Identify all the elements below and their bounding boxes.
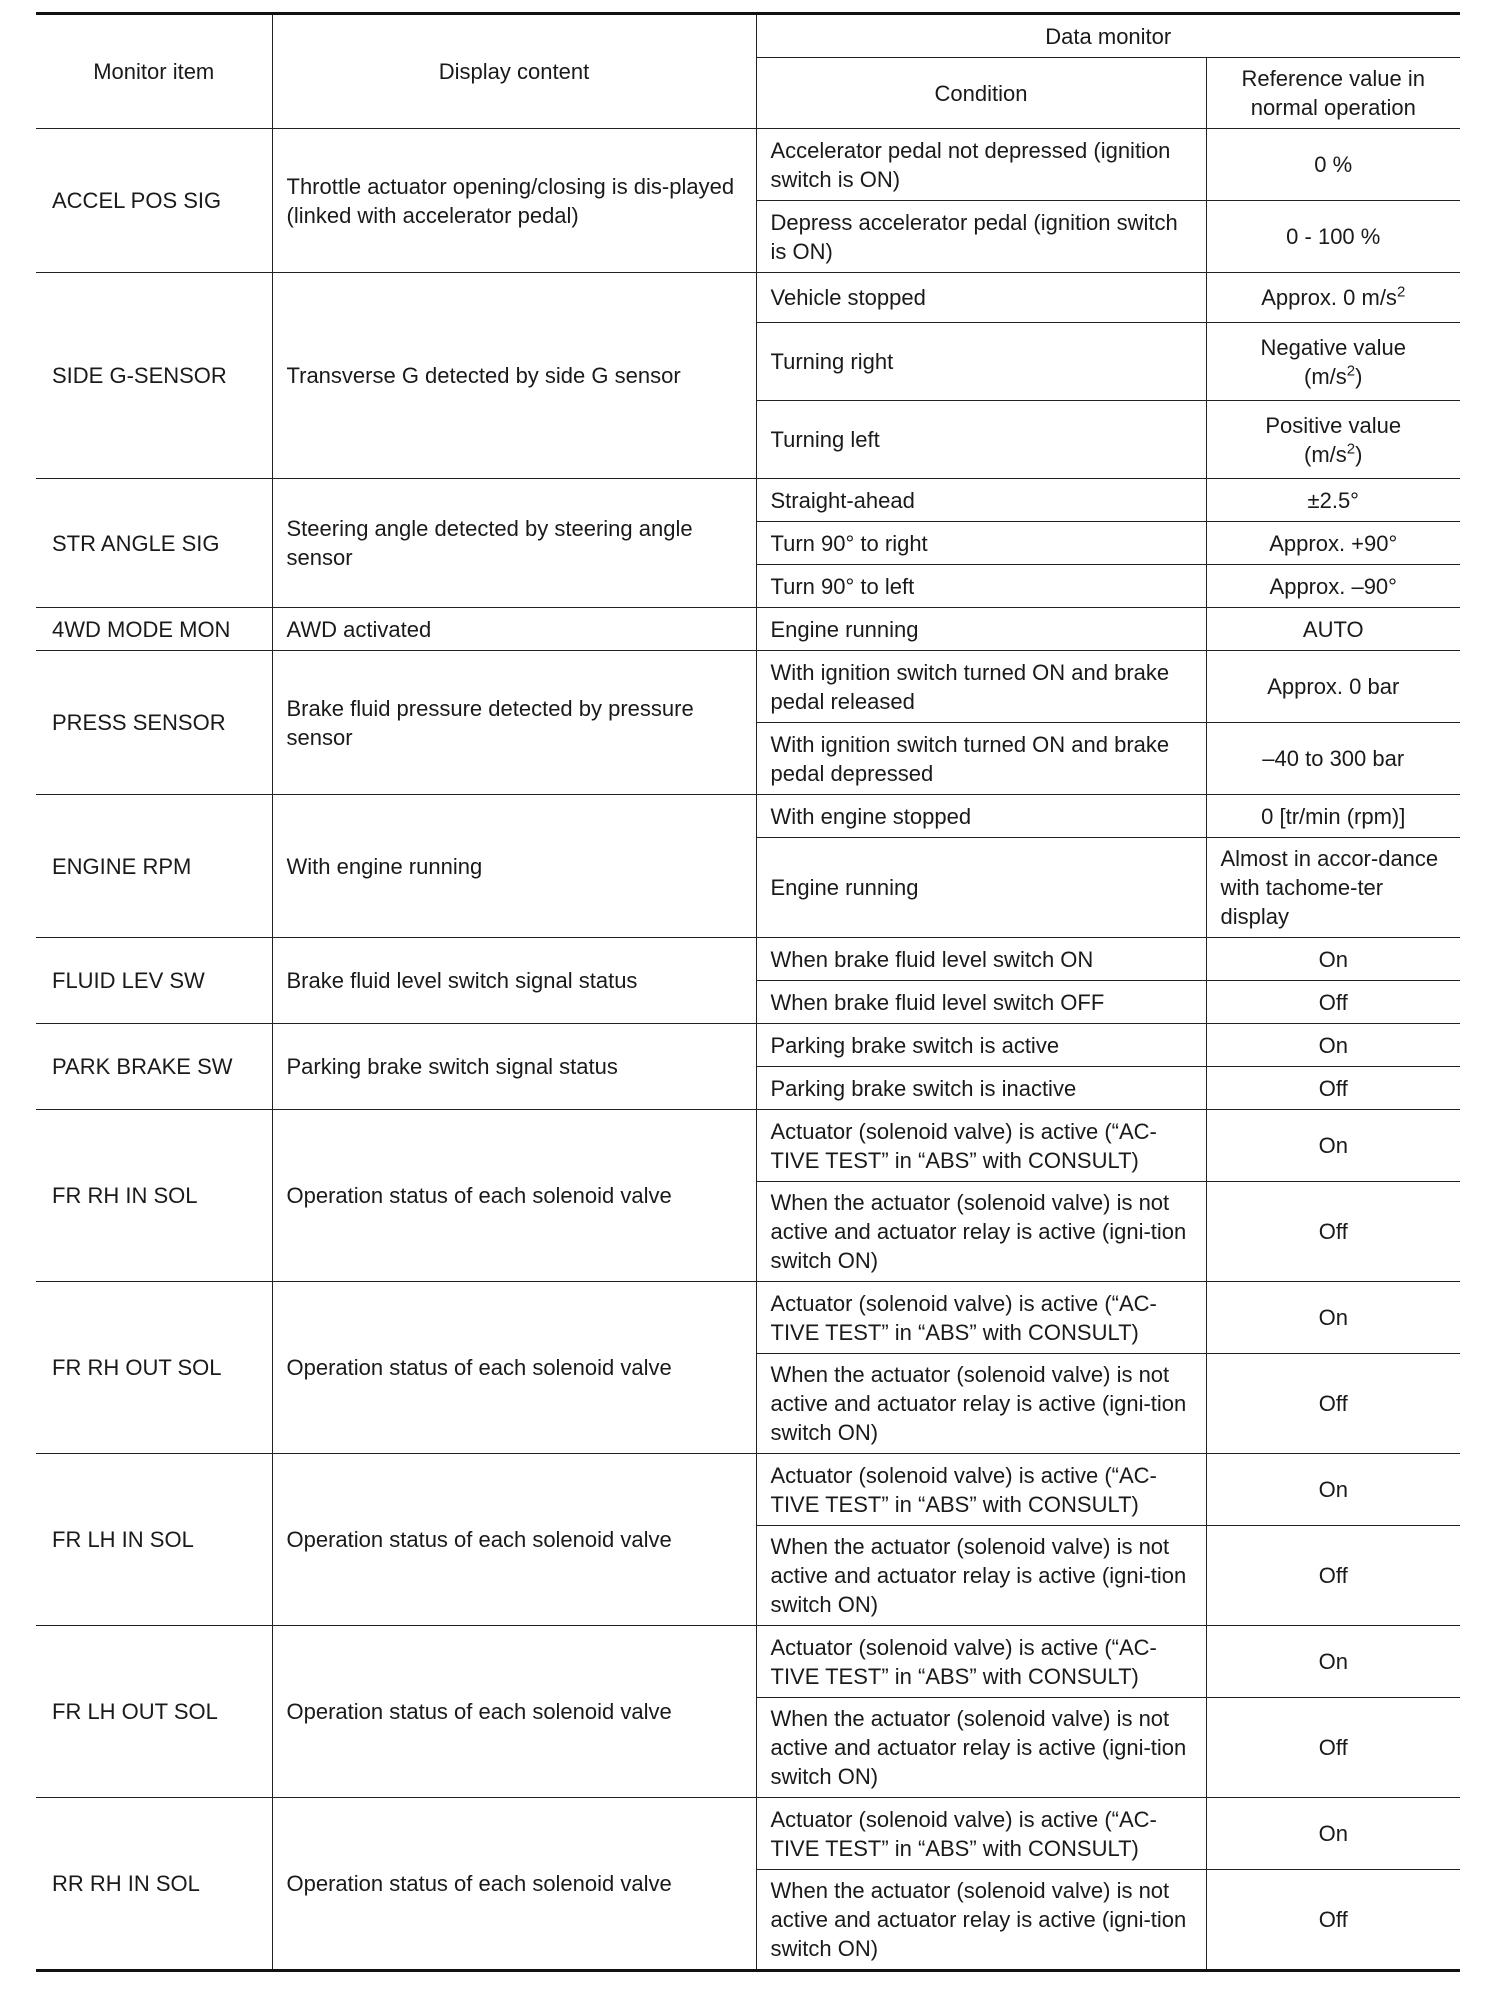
header-monitor-item: Monitor item	[36, 14, 272, 129]
condition-cell: Actuator (solenoid valve) is active (“AC-TIVE TEST” in “ABS” with CONSULT)	[756, 1282, 1206, 1354]
header-data-monitor: Data monitor	[756, 14, 1460, 58]
condition-cell: Straight-ahead	[756, 479, 1206, 522]
monitor-item: ENGINE RPM	[36, 795, 272, 938]
reference-value-cell: Off	[1206, 1698, 1460, 1798]
monitor-item: FR RH IN SOL	[36, 1110, 272, 1282]
condition-cell: With ignition switch turned ON and brake pedal depressed	[756, 723, 1206, 795]
monitor-item: PRESS SENSOR	[36, 651, 272, 795]
reference-value-cell: Approx. +90°	[1206, 522, 1460, 565]
condition-cell: When brake fluid level switch OFF	[756, 981, 1206, 1024]
table-row	[36, 1454, 1460, 1526]
display-content: Operation status of each solenoid valve	[272, 1798, 756, 1971]
condition-cell: Depress accelerator pedal (ignition switch is ON)	[756, 201, 1206, 273]
reference-value-cell: On	[1206, 1798, 1460, 1870]
display-content: Operation status of each solenoid valve	[272, 1626, 756, 1798]
condition-cell: When the actuator (solenoid valve) is not active and actuator relay is active (igni-tion switch ON)	[756, 1698, 1206, 1798]
reference-value-cell: AUTO	[1206, 608, 1460, 651]
condition-cell: Turning left	[756, 401, 1206, 479]
superscript: 2	[1346, 362, 1356, 380]
value-unit: (m/s	[1304, 363, 1347, 389]
reference-value-cell: 0 [tr/min (rpm)]	[1206, 795, 1460, 838]
reference-value-cell: Approx. 0 bar	[1206, 651, 1460, 723]
reference-value-cell: 0 - 100 %	[1206, 201, 1460, 273]
condition-cell: When the actuator (solenoid valve) is not active and actuator relay is active (igni-tion switch ON)	[756, 1870, 1206, 1971]
monitor-item: FLUID LEV SW	[36, 938, 272, 1024]
monitor-item: SIDE G-SENSOR	[36, 273, 272, 479]
reference-value-cell: Off	[1206, 1354, 1460, 1454]
condition-cell: When the actuator (solenoid valve) is not active and actuator relay is active (igni-tion switch ON)	[756, 1526, 1206, 1626]
value-unit-close: )	[1355, 363, 1363, 389]
display-content: Parking brake switch signal status	[272, 1024, 756, 1110]
monitor-item: ACCEL POS SIG	[36, 129, 272, 273]
reference-value-cell: Off	[1206, 981, 1460, 1024]
table-row	[36, 651, 1460, 723]
reference-value-cell: ±2.5°	[1206, 479, 1460, 522]
display-content: Operation status of each solenoid valve	[272, 1110, 756, 1282]
table-row	[36, 608, 1460, 651]
condition-cell: Actuator (solenoid valve) is active (“AC-TIVE TEST” in “ABS” with CONSULT)	[756, 1110, 1206, 1182]
value-text: Negative value	[1260, 334, 1407, 360]
display-content: Throttle actuator opening/closing is dis-played (linked with accelerator pedal)	[272, 129, 756, 273]
data-monitor-table	[36, 12, 1460, 1972]
condition-cell: Parking brake switch is active	[756, 1024, 1206, 1067]
table-row	[36, 273, 1460, 323]
display-content: Brake fluid pressure detected by pressure sensor	[272, 651, 756, 795]
value-text: Positive value	[1265, 412, 1402, 438]
reference-value-cell: Off	[1206, 1870, 1460, 1971]
monitor-item: PARK BRAKE SW	[36, 1024, 272, 1110]
table-row	[36, 1626, 1460, 1698]
condition-cell: When the actuator (solenoid valve) is not active and actuator relay is active (igni-tion switch ON)	[756, 1182, 1206, 1282]
display-content: Operation status of each solenoid valve	[272, 1454, 756, 1626]
display-content: Operation status of each solenoid valve	[272, 1282, 756, 1454]
reference-value-cell: 0 %	[1206, 129, 1460, 201]
reference-value-cell: Approx. –90°	[1206, 565, 1460, 608]
condition-cell: Engine running	[756, 838, 1206, 938]
reference-value-cell: Off	[1206, 1526, 1460, 1626]
condition-cell: Accelerator pedal not depressed (ignition switch is ON)	[756, 129, 1206, 201]
reference-value-cell	[1206, 401, 1460, 479]
condition-cell: Vehicle stopped	[756, 273, 1206, 323]
table-row	[36, 795, 1460, 838]
reference-value-cell: On	[1206, 1626, 1460, 1698]
superscript: 2	[1346, 440, 1356, 458]
display-content: AWD activated	[272, 608, 756, 651]
value-unit-close: )	[1355, 441, 1363, 467]
condition-cell: Parking brake switch is inactive	[756, 1067, 1206, 1110]
data-monitor-table-wrapper	[36, 12, 1460, 1972]
reference-value-cell: On	[1206, 1024, 1460, 1067]
table-row	[36, 1024, 1460, 1067]
display-content: With engine running	[272, 795, 756, 938]
monitor-item: RR RH IN SOL	[36, 1798, 272, 1971]
reference-value-cell	[1206, 323, 1460, 401]
table-row	[36, 1798, 1460, 1870]
condition-cell: Turning right	[756, 323, 1206, 401]
table-row	[36, 938, 1460, 981]
condition-cell: Turn 90° to left	[756, 565, 1206, 608]
table-row	[36, 129, 1460, 201]
monitor-item: FR LH OUT SOL	[36, 1626, 272, 1798]
condition-cell: With ignition switch turned ON and brake pedal released	[756, 651, 1206, 723]
reference-value-cell: Off	[1206, 1067, 1460, 1110]
monitor-item: FR RH OUT SOL	[36, 1282, 272, 1454]
monitor-item: 4WD MODE MON	[36, 608, 272, 651]
reference-value-cell: On	[1206, 1110, 1460, 1182]
monitor-item: STR ANGLE SIG	[36, 479, 272, 608]
condition-cell: Turn 90° to right	[756, 522, 1206, 565]
reference-value-cell: On	[1206, 1454, 1460, 1526]
table-row	[36, 479, 1460, 522]
reference-value-cell: On	[1206, 1282, 1460, 1354]
reference-value-cell: –40 to 300 bar	[1206, 723, 1460, 795]
monitor-item: FR LH IN SOL	[36, 1454, 272, 1626]
reference-value-cell: Almost in accor-dance with tachome-ter display	[1206, 838, 1460, 938]
condition-cell: Actuator (solenoid valve) is active (“AC-TIVE TEST” in “ABS” with CONSULT)	[756, 1626, 1206, 1698]
condition-cell: Actuator (solenoid valve) is active (“AC-TIVE TEST” in “ABS” with CONSULT)	[756, 1798, 1206, 1870]
condition-cell: When brake fluid level switch ON	[756, 938, 1206, 981]
condition-cell: Actuator (solenoid valve) is active (“AC-TIVE TEST” in “ABS” with CONSULT)	[756, 1454, 1206, 1526]
header-display-content: Display content	[272, 14, 756, 129]
display-content: Transverse G detected by side G sensor	[272, 273, 756, 479]
superscript: 2	[1396, 283, 1406, 301]
reference-value-cell: On	[1206, 938, 1460, 981]
condition-cell: Engine running	[756, 608, 1206, 651]
table-row	[36, 1110, 1460, 1182]
table-header	[36, 14, 1460, 129]
display-content: Brake fluid level switch signal status	[272, 938, 756, 1024]
condition-cell: With engine stopped	[756, 795, 1206, 838]
header-reference-value: Reference value in normal operation	[1206, 58, 1460, 129]
header-condition: Condition	[756, 58, 1206, 129]
reference-value-cell	[1206, 273, 1460, 323]
value-unit: (m/s	[1304, 441, 1347, 467]
table-row	[36, 1282, 1460, 1354]
display-content: Steering angle detected by steering angle sensor	[272, 479, 756, 608]
value-text: Approx. 0 m/s	[1261, 285, 1397, 310]
reference-value-cell: Off	[1206, 1182, 1460, 1282]
condition-cell: When the actuator (solenoid valve) is not active and actuator relay is active (igni-tion switch ON)	[756, 1354, 1206, 1454]
